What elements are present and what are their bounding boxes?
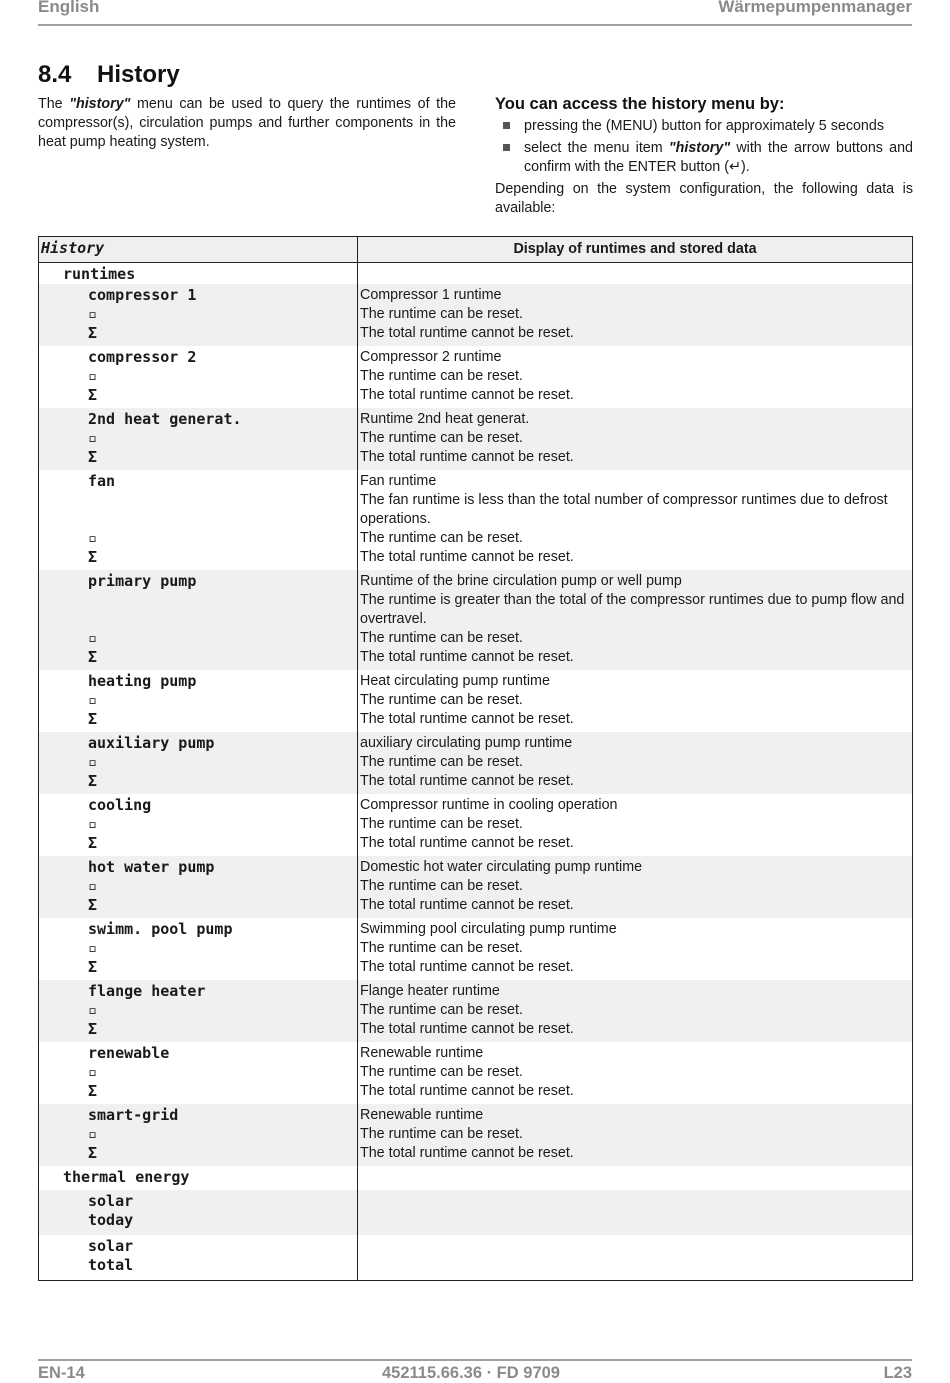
menu-item-cell bbox=[39, 670, 358, 732]
reset-note: The runtime can be reset. bbox=[360, 816, 523, 832]
table-row bbox=[39, 856, 912, 918]
runtime-description: Renewable runtime bbox=[360, 1107, 484, 1123]
reset-note: The runtime can be reset. bbox=[360, 1002, 523, 1018]
table-row bbox=[39, 408, 912, 470]
table-body bbox=[39, 263, 912, 1280]
menu-item-cell bbox=[39, 1104, 358, 1166]
table-row bbox=[39, 470, 912, 570]
intro-paragraph bbox=[38, 95, 456, 152]
table-row bbox=[39, 794, 912, 856]
description-cell bbox=[358, 732, 912, 794]
reset-symbol-icon: ▫ bbox=[88, 367, 98, 385]
solar-total-desc-cell bbox=[358, 1235, 912, 1280]
total-symbol-icon: Σ bbox=[88, 710, 98, 728]
reset-symbol-icon: ▫ bbox=[88, 815, 98, 833]
runtime-description: Compressor 1 runtime bbox=[360, 287, 502, 303]
total-note: The total runtime cannot be reset. bbox=[360, 773, 574, 789]
menu-item-cell bbox=[39, 1042, 358, 1104]
total-symbol-icon: Σ bbox=[88, 1020, 98, 1038]
header-language: English bbox=[38, 0, 100, 16]
table-row-solar-today bbox=[39, 1190, 912, 1235]
runtime-note: The runtime is greater than the total of the compressor runtimes due to pump flow and overtravel. bbox=[360, 592, 905, 627]
menu-item-spacer bbox=[39, 591, 357, 629]
table-row bbox=[39, 980, 912, 1042]
menu-item-label: primary pump bbox=[88, 572, 197, 590]
header-manual-title: Wärmepumpenmanager bbox=[718, 0, 912, 16]
bullet-square-icon bbox=[503, 144, 510, 151]
reset-symbol-icon: ▫ bbox=[88, 529, 98, 547]
history-table bbox=[38, 236, 913, 1281]
menu-item-cell bbox=[39, 732, 358, 794]
description-cell bbox=[358, 570, 912, 670]
total-note: The total runtime cannot be reset. bbox=[360, 1145, 574, 1161]
total-symbol-icon: Σ bbox=[88, 386, 98, 404]
thermal-energy-label: thermal energy bbox=[63, 1168, 190, 1186]
description-cell bbox=[358, 1104, 912, 1166]
table-row bbox=[39, 570, 912, 670]
reset-note: The runtime can be reset. bbox=[360, 306, 523, 322]
menu-item-cell bbox=[39, 856, 358, 918]
menu-item-cell bbox=[39, 570, 358, 670]
total-symbol-icon: Σ bbox=[88, 772, 98, 790]
description-cell bbox=[358, 408, 912, 470]
table-row bbox=[39, 732, 912, 794]
total-symbol-icon: Σ bbox=[88, 834, 98, 852]
intro-text: The bbox=[38, 96, 70, 112]
table-row-runtimes bbox=[39, 263, 912, 284]
reset-symbol-icon: ▫ bbox=[88, 1125, 98, 1143]
runtime-description: Flange heater runtime bbox=[360, 983, 500, 999]
menu-column-header: History bbox=[39, 237, 358, 262]
total-symbol-icon: Σ bbox=[88, 1144, 98, 1162]
menu-item-label: hot water pump bbox=[88, 858, 215, 876]
solar-today-cell bbox=[39, 1190, 358, 1235]
footer-page-number: EN-14 bbox=[38, 1364, 85, 1382]
access-bullet-1 bbox=[495, 117, 913, 136]
bullet-text: select the menu item bbox=[524, 140, 669, 156]
description-cell bbox=[358, 980, 912, 1042]
description-cell bbox=[358, 1042, 912, 1104]
reset-symbol-icon: ▫ bbox=[88, 753, 98, 771]
menu-item-cell bbox=[39, 980, 358, 1042]
reset-note: The runtime can be reset. bbox=[360, 630, 523, 646]
solar-total-label-1: solar bbox=[88, 1237, 134, 1255]
total-note: The total runtime cannot be reset. bbox=[360, 711, 574, 727]
reset-symbol-icon: ▫ bbox=[88, 939, 98, 957]
total-note: The total runtime cannot be reset. bbox=[360, 449, 574, 465]
total-note: The total runtime cannot be reset. bbox=[360, 959, 574, 975]
bullet-term: "history" bbox=[668, 140, 731, 156]
total-symbol-icon: Σ bbox=[88, 958, 98, 976]
reset-symbol-icon: ▫ bbox=[88, 877, 98, 895]
menu-item-cell bbox=[39, 408, 358, 470]
menu-item-cell bbox=[39, 794, 358, 856]
runtime-note: The fan runtime is less than the total number of compressor runtimes due to defrost operations. bbox=[360, 492, 888, 527]
reset-note: The runtime can be reset. bbox=[360, 754, 523, 770]
menu-item-label: cooling bbox=[88, 796, 152, 814]
runtime-description: Runtime 2nd heat generat. bbox=[360, 411, 530, 427]
total-note: The total runtime cannot be reset. bbox=[360, 1083, 574, 1099]
description-cell bbox=[358, 284, 912, 346]
menu-item-label: auxiliary pump bbox=[88, 734, 215, 752]
runtime-description: Compressor runtime in cooling operation bbox=[360, 797, 618, 813]
intro-text-rest: menu can be used to query the runtimes of the compressor(s), circulation pumps and further components in the heat pump heating system. bbox=[38, 96, 456, 150]
footer-divider bbox=[38, 1359, 912, 1361]
reset-note: The runtime can be reset. bbox=[360, 692, 523, 708]
description-column-header: Display of runtimes and stored data bbox=[513, 241, 757, 257]
total-symbol-icon: Σ bbox=[88, 648, 98, 666]
table-row bbox=[39, 284, 912, 346]
reset-note: The runtime can be reset. bbox=[360, 1064, 523, 1080]
menu-item-cell bbox=[39, 284, 358, 346]
menu-item-label: fan bbox=[88, 472, 116, 490]
runtime-description: Compressor 2 runtime bbox=[360, 349, 502, 365]
bullet-text: pressing the (MENU) button for approximately 5 seconds bbox=[524, 118, 884, 134]
runtimes-cell bbox=[39, 263, 358, 284]
access-bullet-list bbox=[495, 117, 913, 177]
menu-item-cell bbox=[39, 918, 358, 980]
menu-item-label: 2nd heat generat. bbox=[88, 410, 242, 428]
menu-item-label: compressor 1 bbox=[88, 286, 197, 304]
menu-item-label: renewable bbox=[88, 1044, 170, 1062]
total-symbol-icon: Σ bbox=[88, 548, 98, 566]
runtime-description: Domestic hot water circulating pump runtime bbox=[360, 859, 643, 875]
table-row bbox=[39, 1042, 912, 1104]
total-note: The total runtime cannot be reset. bbox=[360, 325, 574, 341]
reset-note: The runtime can be reset. bbox=[360, 940, 523, 956]
reset-symbol-icon: ▫ bbox=[88, 305, 98, 323]
table-row-thermal-energy bbox=[39, 1166, 912, 1190]
intro-term: "history" bbox=[69, 96, 131, 112]
table-row bbox=[39, 1104, 912, 1166]
table-row-solar-total bbox=[39, 1235, 912, 1280]
total-note: The total runtime cannot be reset. bbox=[360, 649, 574, 665]
total-symbol-icon: Σ bbox=[88, 324, 98, 342]
solar-today-desc-cell bbox=[358, 1190, 912, 1235]
reset-note: The runtime can be reset. bbox=[360, 878, 523, 894]
availability-note: Depending on the system configuration, the following data is available: bbox=[495, 181, 913, 216]
menu-item-label: smart-grid bbox=[88, 1106, 179, 1124]
total-symbol-icon: Σ bbox=[88, 1082, 98, 1100]
description-cell bbox=[358, 794, 912, 856]
reset-note: The runtime can be reset. bbox=[360, 1126, 523, 1142]
runtime-description: Runtime of the brine circulation pump or well pump bbox=[360, 573, 682, 589]
menu-item-label: heating pump bbox=[88, 672, 197, 690]
total-note: The total runtime cannot be reset. bbox=[360, 387, 574, 403]
footer-document-id: 452115.66.36 · FD 9709 bbox=[382, 1364, 560, 1382]
menu-item-label: swimm. pool pump bbox=[88, 920, 233, 938]
thermal-energy-desc-cell bbox=[358, 1166, 912, 1190]
menu-item-cell bbox=[39, 470, 358, 570]
access-instructions bbox=[495, 94, 913, 218]
description-cell bbox=[358, 346, 912, 408]
solar-today-label-1: solar bbox=[88, 1192, 134, 1210]
total-note: The total runtime cannot be reset. bbox=[360, 835, 574, 851]
bullet-square-icon bbox=[503, 122, 510, 129]
table-row bbox=[39, 670, 912, 732]
total-note: The total runtime cannot be reset. bbox=[360, 549, 574, 565]
runtime-description: Renewable runtime bbox=[360, 1045, 484, 1061]
menu-item-spacer bbox=[39, 491, 357, 529]
menu-item-label: flange heater bbox=[88, 982, 206, 1000]
bullet-text-rest: with the arrow buttons and confirm with the ENTER button (↵). bbox=[524, 140, 913, 175]
reset-note: The runtime can be reset. bbox=[360, 430, 523, 446]
reset-symbol-icon: ▫ bbox=[88, 1001, 98, 1019]
reset-symbol-icon: ▫ bbox=[88, 629, 98, 647]
runtime-description: auxiliary circulating pump runtime bbox=[360, 735, 573, 751]
section-number: 8.4 bbox=[38, 61, 72, 88]
access-heading: You can access the history menu by: bbox=[495, 95, 785, 113]
table-row bbox=[39, 346, 912, 408]
description-cell bbox=[358, 470, 912, 570]
access-bullet-2 bbox=[495, 139, 913, 177]
reset-note: The runtime can be reset. bbox=[360, 530, 523, 546]
runtimes-label: runtimes bbox=[63, 265, 136, 283]
description-cell bbox=[358, 670, 912, 732]
solar-total-cell bbox=[39, 1235, 358, 1280]
total-symbol-icon: Σ bbox=[88, 448, 98, 466]
reset-note: The runtime can be reset. bbox=[360, 368, 523, 384]
menu-item-label: compressor 2 bbox=[88, 348, 197, 366]
table-row bbox=[39, 918, 912, 980]
thermal-energy-cell bbox=[39, 1166, 358, 1190]
section-title bbox=[38, 61, 180, 89]
runtime-description: Fan runtime bbox=[360, 473, 437, 489]
footer-code: L23 bbox=[883, 1364, 912, 1382]
reset-symbol-icon: ▫ bbox=[88, 1063, 98, 1081]
solar-today-label-2: today bbox=[88, 1211, 134, 1229]
menu-item-cell bbox=[39, 346, 358, 408]
header-divider bbox=[38, 24, 912, 26]
solar-total-label-2: total bbox=[88, 1256, 134, 1274]
total-note: The total runtime cannot be reset. bbox=[360, 1021, 574, 1037]
total-symbol-icon: Σ bbox=[88, 896, 98, 914]
reset-symbol-icon: ▫ bbox=[88, 691, 98, 709]
runtimes-desc-cell bbox=[358, 263, 912, 284]
description-cell bbox=[358, 918, 912, 980]
runtime-description: Heat circulating pump runtime bbox=[360, 673, 550, 689]
section-name: History bbox=[97, 61, 180, 88]
description-cell bbox=[358, 856, 912, 918]
total-note: The total runtime cannot be reset. bbox=[360, 897, 574, 913]
runtime-description: Swimming pool circulating pump runtime bbox=[360, 921, 617, 937]
reset-symbol-icon: ▫ bbox=[88, 429, 98, 447]
table-header-row bbox=[39, 237, 912, 263]
